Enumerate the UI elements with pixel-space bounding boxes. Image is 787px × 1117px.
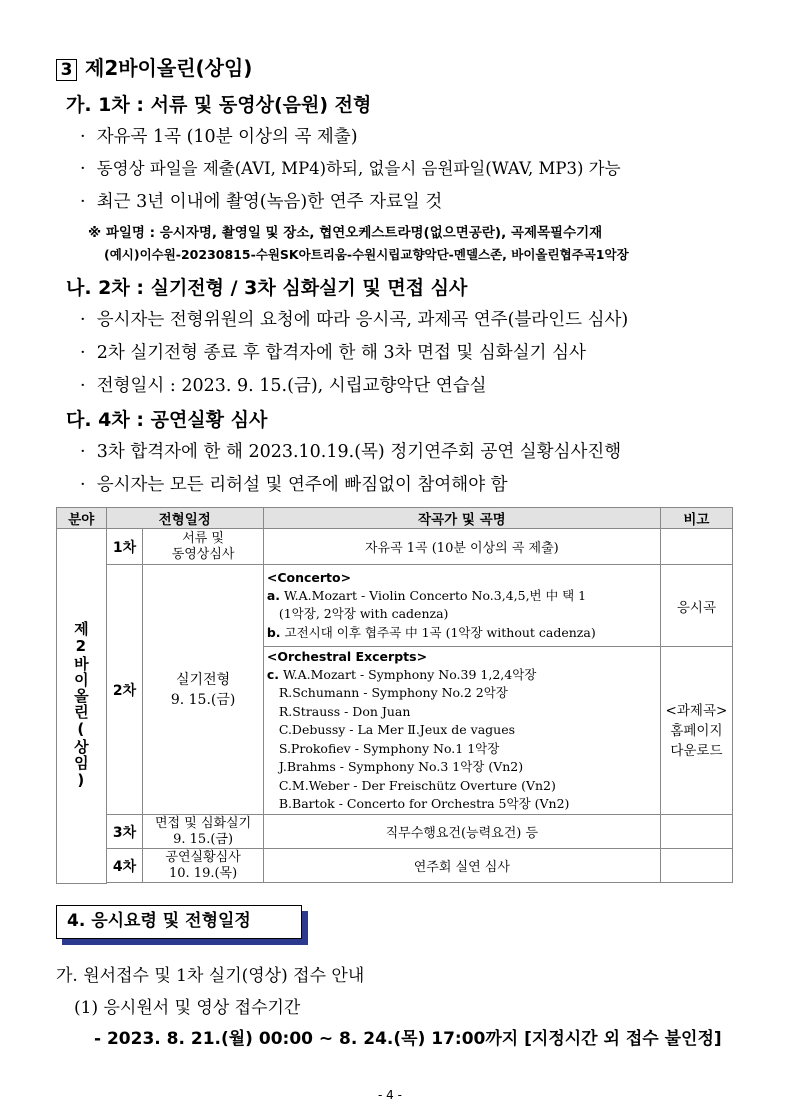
remarks-line: 다운로드: [670, 742, 723, 759]
section4-title: 4. 응시요령 및 전형일정: [56, 905, 302, 939]
piece-cell: 연주회 실연 심사: [263, 849, 660, 883]
schedule-cell: [143, 849, 264, 883]
remarks-cell: 응시곡: [660, 565, 732, 647]
piece-cell: 직무수행요건(능력요건) 등: [263, 815, 660, 849]
bullet-mark: ·: [80, 310, 86, 330]
stage-cell: 2차: [106, 565, 143, 815]
remarks-cell: [660, 529, 732, 565]
bullet-item: [80, 123, 358, 148]
header-piece: 작곡가 및 곡명: [263, 508, 660, 529]
bullet-text: 최근 3년 이내에 촬영(녹음)한 연주 자료일 것: [96, 192, 443, 212]
header-remarks: 비고: [660, 508, 732, 529]
remarks-cell: [660, 815, 732, 849]
bullet-item: [80, 339, 586, 364]
bullet-text: 3차 합격자에 한 해 2023.10.19.(목) 정기연주회 공연 실황심사진행: [96, 442, 622, 462]
table-row: [57, 849, 733, 883]
option-text: W.A.Mozart - Violin Concerto No.3,4,5,번 中 택 1: [280, 587, 587, 603]
bullet-mark: ·: [80, 343, 86, 363]
schedule-cell: [143, 565, 264, 815]
application-period: - 2023. 8. 21.(월) 00:00 ~ 8. 24.(목) 17:00까지 [지정시간 외 접수 불인정]: [94, 1029, 722, 1049]
stage-cell: 4차: [106, 849, 143, 883]
bullet-item: [80, 438, 621, 463]
schedule-line: 서류 및: [182, 530, 224, 546]
bullet-mark: ·: [80, 192, 86, 212]
bullet-text: 동영상 파일을 제출(AVI, MP4)하되, 없을시 음원파일(WAV, MP3) 가능: [96, 159, 621, 178]
bullet-mark: ·: [80, 376, 86, 396]
subsection-b-heading: 나. 2차 : 실기전형 / 3차 심화실기 및 면접 심사: [66, 277, 468, 299]
option-mark: a.: [266, 587, 281, 603]
concerto-option-b: [267, 624, 657, 643]
excerpt-item: R.Strauss - Don Juan: [278, 703, 411, 719]
excerpt-item: C.Debussy - La Mer Ⅱ.Jeux de vagues: [278, 722, 516, 737]
remarks-cell: [660, 849, 732, 883]
piece-cell: 자유곡 1곡 (10분 이상의 곡 제출): [263, 529, 660, 565]
table-header-row: [57, 508, 733, 529]
table-row: [57, 529, 733, 565]
bullet-mark: ·: [80, 127, 86, 147]
bullet-mark: ·: [80, 442, 86, 462]
remarks-cell: [660, 647, 732, 815]
schedule-line: 공연실황심사: [165, 849, 241, 865]
schedule-line: 동영상심사: [171, 546, 235, 562]
section4-subheading: 가. 원서접수 및 1차 실기(영상) 접수 안내: [56, 966, 365, 986]
table-row: [57, 815, 733, 849]
header-field: 분야: [57, 508, 107, 529]
stage-cell: 1차: [106, 529, 143, 565]
section4-item: (1) 응시원서 및 영상 접수기간: [74, 998, 301, 1018]
bullet-text: 자유곡 1곡 (10분 이상의 곡 제출): [96, 127, 358, 147]
piece-cell-concerto: [263, 565, 660, 647]
excerpt-item: C.M.Weber - Der Freischütz Overture (Vn2): [278, 777, 556, 793]
filename-example: (예시)이수원-20230815-수원SK아트리움-수원시립교향악단-멘델스존, 바이올린협주곡1악장: [104, 247, 629, 262]
excerpt-item: B.Bartok - Concerto for Orchestra 5악장 (Vn2): [278, 796, 570, 811]
excerpt-item: R.Schumann - Symphony No.2 2악장: [278, 685, 508, 700]
schedule-cell: [143, 529, 264, 565]
schedule-table: [56, 507, 733, 884]
excerpt-item: S.Prokofiev - Symphony No.1 1악장: [278, 740, 500, 756]
concerto-heading: <Concerto>: [266, 569, 352, 585]
excerpt-item: J.Brahms - Symphony No.3 1악장 (Vn2): [278, 759, 524, 774]
bullet-mark: ·: [80, 159, 86, 179]
option-mark: b.: [266, 624, 281, 640]
piece-cell-excerpts: [263, 647, 660, 815]
bullet-text: 응시자는 전형위원의 요청에 따라 응시곡, 과제곡 연주(블라인드 심사): [96, 310, 629, 330]
schedule-line: 10. 19.(목): [169, 865, 238, 881]
option-mark: c.: [266, 666, 280, 682]
schedule-line: 면접 및 심화실기: [155, 815, 252, 831]
bullet-text: 전형일시 : 2023. 9. 15.(금), 시립교향악단 연습실: [96, 376, 487, 396]
schedule-line: 9. 15.(금): [173, 831, 234, 847]
bullet-text: 2차 실기전형 종료 후 합격자에 한 해 3차 면접 및 심화실기 심사: [96, 343, 586, 363]
schedule-line: 실기전형: [176, 671, 231, 688]
excerpts-heading: <Orchestral Excerpts>: [266, 648, 428, 664]
bullet-text: 응시자는 모든 리허설 및 연주에 빠짐없이 참여해야 함: [96, 475, 508, 495]
field-name: 제2바이올린(상임): [71, 621, 90, 791]
schedule-cell: [143, 815, 264, 849]
section-title: 제2바이올린(상임): [85, 56, 253, 80]
field-cell: [57, 529, 107, 884]
schedule-line: 9. 15.(금): [170, 691, 236, 708]
subsection-c-heading: 다. 4차 : 공연실황 심사: [66, 409, 268, 431]
section-heading: [56, 52, 252, 81]
bullet-item: [80, 306, 628, 331]
option-text: 고전시대 이후 협주곡 中 1곡 (1악장 without cadenza): [280, 624, 596, 640]
page-number: - 4 -: [378, 1088, 402, 1102]
table-row: [57, 565, 733, 647]
remarks-line: <과제곡>: [665, 702, 728, 719]
section-number-box: 3: [56, 59, 77, 81]
stage-cell: 3차: [106, 815, 143, 849]
filename-note: ※ 파일명 : 응시자명, 촬영일 및 장소, 협연오케스트라명(없으면공란), 곡제목필수기재: [88, 225, 603, 241]
bullet-mark: ·: [80, 475, 86, 495]
remarks-line: 홈페이지: [670, 722, 723, 739]
bullet-item: [80, 188, 442, 213]
subsection-a-heading: 가. 1차 : 서류 및 동영상(음원) 전형: [66, 94, 372, 116]
header-schedule: 전형일정: [106, 508, 263, 529]
spacer: [106, 883, 732, 884]
bullet-item: [80, 471, 508, 496]
concerto-option-a-detail: (1악장, 2악장 with cadenza): [278, 606, 449, 622]
option-text: W.A.Mozart - Symphony No.39 1,2,4악장: [279, 666, 537, 682]
bullet-item: [80, 372, 487, 397]
concerto-option-a: [267, 587, 657, 606]
excerpt-item: [267, 666, 657, 685]
bullet-item: [80, 155, 621, 179]
